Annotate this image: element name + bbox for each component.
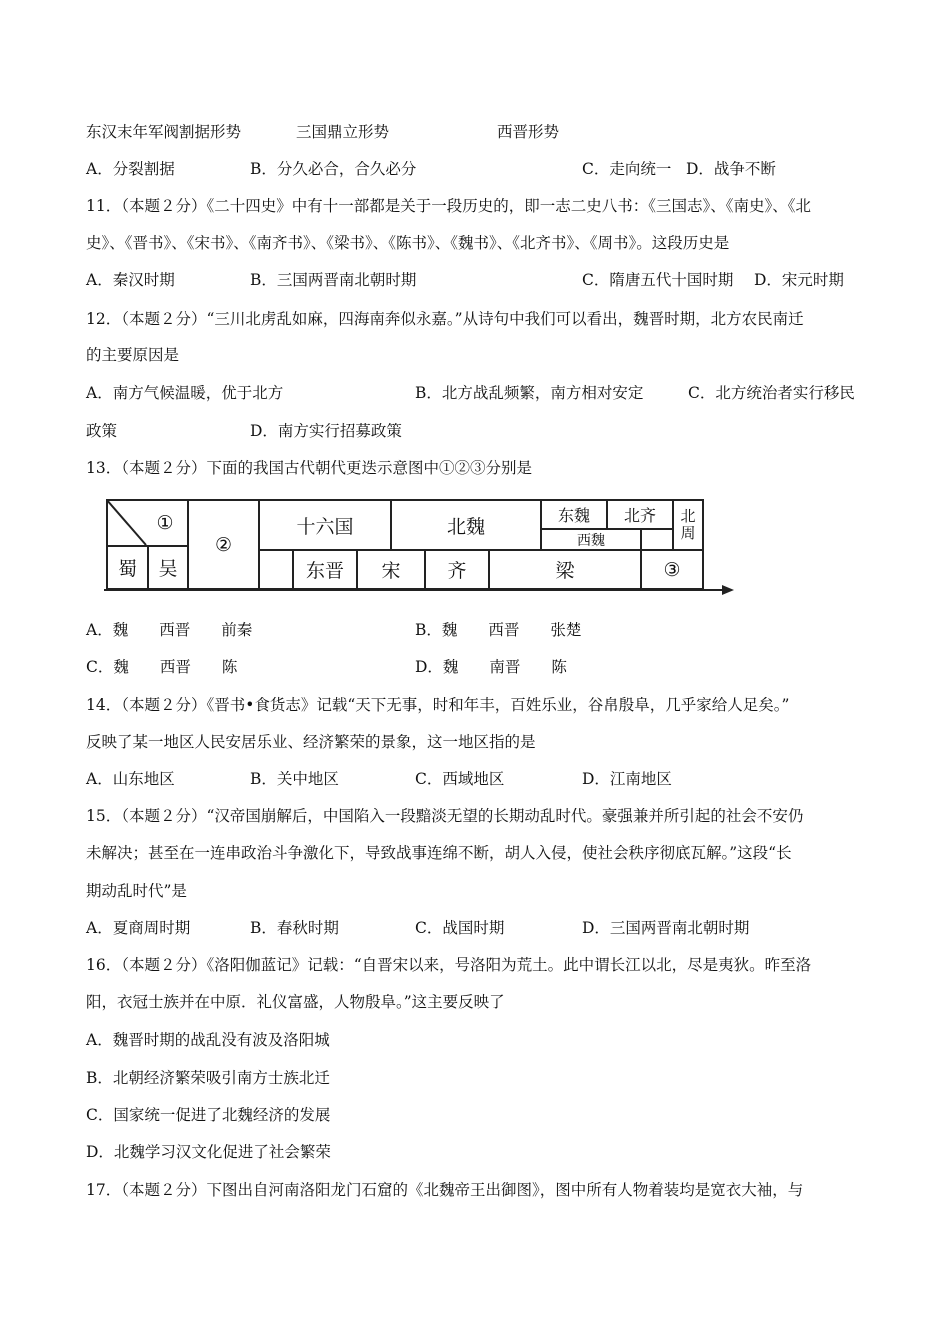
q14-option-c[interactable]: C．西域地区 [415,770,505,788]
q14-stem-line-2: 反映了某一地区人民安居乐业、经济繁荣的景象，这一地区指的是 [86,733,536,751]
q11-option-d[interactable]: D．宋元时期 [754,271,844,289]
dynasty-succession-diagram [104,497,736,601]
q11-option-a[interactable]: A．秦汉时期 [86,271,175,289]
q12-stem-line-2: 的主要原因是 [86,346,180,364]
cell-northern-zhou: 北周 [672,499,704,551]
q11-stem-line-1: 11．（本题２分）《二十四史》中有十一部都是关于一段历史的，即一志二史八书：《三国志》、《南史》、《北 [86,197,811,215]
cell-1-diagonal [106,499,148,547]
cell-circle-3: ③ [640,549,704,590]
q12-option-c[interactable]: C．北方统治者实行移民 [688,384,855,402]
q15-stem-line-2: 未解决；甚至在一连串政治斗争激化下，导致战事连绵不断，胡人入侵，使社会秩序彻底瓦解。”这段“长 [86,844,792,862]
q13-stem: 13．（本题２分）下面的我国古代朝代更迭示意图中①②③分别是 [86,459,532,477]
q14-option-b[interactable]: B．关中地区 [250,770,339,788]
cell-qi: 齐 [424,549,490,590]
q15-option-c[interactable]: C．战国时期 [415,919,505,937]
q16-option-b[interactable]: B．北朝经济繁荣吸引南方士族北迁 [86,1069,330,1087]
q16-stem-line-2: 阳，衣冠士族并在中原．礼仪富盛，人物殷阜。”这主要反映了 [86,993,505,1011]
q13-option-b[interactable]: B．魏 西晋 张楚 [415,621,582,639]
q10-option-d[interactable]: D．战争不断 [686,160,776,178]
q15-option-d[interactable]: D．三国两晋南北朝时期 [582,919,750,937]
q15-option-b[interactable]: B．春秋时期 [250,919,339,937]
cell-shu: 蜀 [106,545,149,590]
q10-option-b[interactable]: B．分久必合，合久必分 [250,160,417,178]
q14-option-a[interactable]: A．山东地区 [86,770,175,788]
q10-option-c[interactable]: C．走向统一 [582,160,672,178]
cell-song: 宋 [356,549,426,590]
caption-three-kingdoms: 三国鼎立形势 [296,123,390,141]
cell-eastern-wei: 东魏 [540,499,608,530]
cell-northern-wei: 北魏 [390,499,542,551]
q13-option-a[interactable]: A．魏 西晋 前秦 [86,621,253,639]
q16-option-c[interactable]: C．国家统一促进了北魏经济的发展 [86,1106,331,1124]
q10-option-a[interactable]: A．分裂割据 [86,160,175,178]
q15-stem-line-1: 15．（本题２分）“汉帝国崩解后，中国陷入一段黯淡无望的长期动乱时代。豪强兼并所引起的社会不安仍 [86,807,804,825]
q12-stem-line-1: 12．（本题２分）“三川北虏乱如麻，四海南奔似永嘉。”从诗句中我们可以看出，魏晋时期，北方农民南迁 [86,310,804,328]
q13-option-c[interactable]: C．魏 西晋 陈 [86,658,238,676]
q11-option-c[interactable]: C．隋唐五代十国时期 [582,271,734,289]
cell-western-wei: 西魏 [540,528,642,551]
cell-eastern-jin: 东晋 [292,549,358,590]
q16-stem-line-1: 16．（本题２分）《洛阳伽蓝记》记载：“自晋宋以来，号洛阳为荒土。此中谓长江以北，尽是夷狄。昨至洛 [86,956,812,974]
q16-option-a[interactable]: A．魏晋时期的战乱没有波及洛阳城 [86,1031,330,1049]
q15-option-a[interactable]: A．夏商周时期 [86,919,191,937]
q11-stem-line-2: 史》、《晋书》、《宋书》、《南齐书》、《梁书》、《陈书》、《魏书》、《北齐书》、《周书》。这段历史是 [86,234,730,252]
cell-circle-2: ② [187,499,260,590]
q16-option-d[interactable]: D．北魏学习汉文化促进了社会繁荣 [86,1143,331,1161]
q17-stem-line-1: 17．（本题２分）下图出自河南洛阳龙门石窟的《北魏帝王出御图》，图中所有人物着装均是宽衣大袖，与 [86,1181,804,1199]
q15-stem-line-3: 期动乱时代”是 [86,882,187,900]
q12-option-c-continued: 政策 [86,422,118,440]
q12-option-d[interactable]: D．南方实行招募政策 [250,422,402,440]
cell-liang: 梁 [488,549,642,590]
q14-option-d[interactable]: D．江南地区 [582,770,672,788]
q12-option-a[interactable]: A．南方气候温暖，优于北方 [86,384,284,402]
caption-eastern-han: 东汉末年军阀割据形势 [86,123,242,141]
cell-northern-qi: 北齐 [606,499,674,530]
cell-sixteen-kingdoms: 十六国 [258,499,392,551]
q11-option-b[interactable]: B．三国两晋南北朝时期 [250,271,417,289]
q14-stem-line-1: 14．（本题２分）《晋书•食货志》记载“天下无事，时和年丰，百姓乐业，谷帛殷阜，几乎家给人足矣。” [86,696,790,714]
cell-wu: 吴 [147,545,189,590]
q12-option-b[interactable]: B．北方战乱频繁，南方相对安定 [415,384,644,402]
cell-circle-1: ① [156,512,174,534]
caption-western-jin: 西晋形势 [497,123,560,141]
q13-option-d[interactable]: D．魏 南晋 陈 [415,658,567,676]
